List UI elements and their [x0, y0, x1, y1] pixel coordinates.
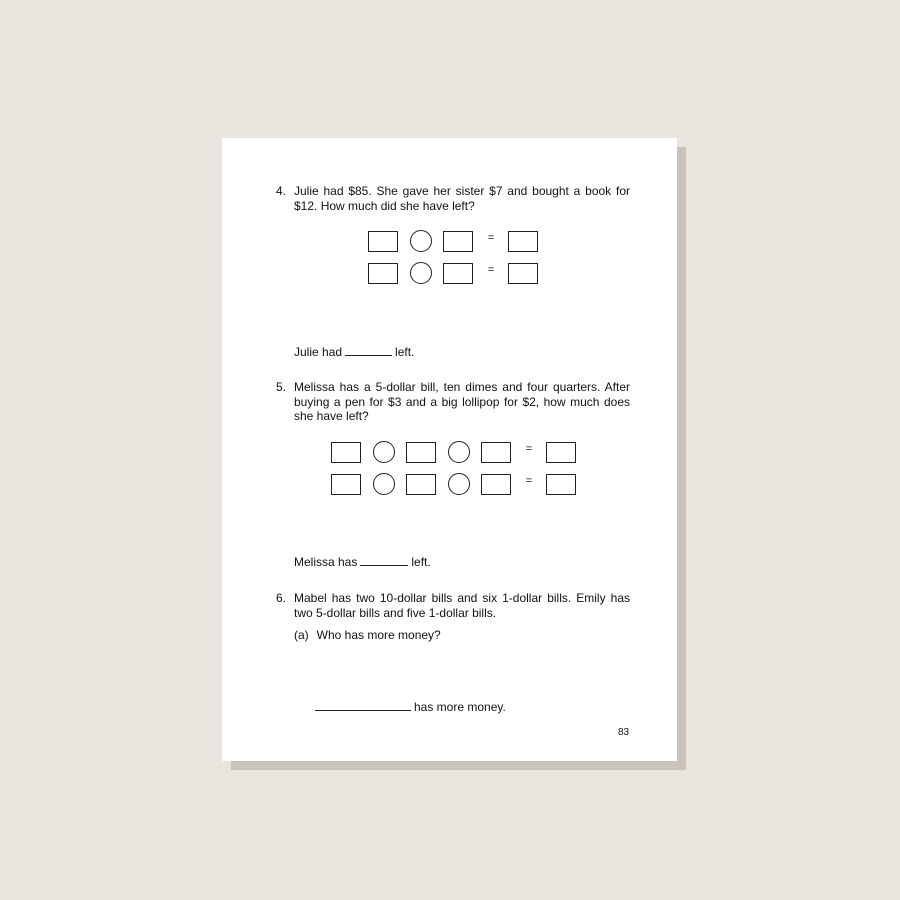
question-6-number: 6.: [276, 591, 287, 605]
q5-answer-blank[interactable]: [360, 564, 408, 566]
question-5-number: 5.: [276, 380, 287, 394]
answer-box[interactable]: [368, 231, 398, 252]
q4-answer-prefix: Julie had: [294, 345, 343, 359]
answer-box[interactable]: [331, 442, 361, 463]
question-6-text: Mabel has two 10-dollar bills and six 1-dollar bills. Emily has two 5-dollar bills and five 1-dollar bills.: [294, 591, 630, 620]
operator-circle[interactable]: [373, 441, 395, 463]
q4-answer-suffix: left.: [395, 345, 415, 359]
q6-part-a-label: (a): [294, 628, 309, 642]
question-6: [276, 591, 630, 620]
answer-box[interactable]: [331, 474, 361, 495]
q6-answer-line: [315, 700, 506, 714]
q6-answer-blank[interactable]: [315, 709, 411, 711]
q5-equation-row-2: [331, 474, 577, 495]
answer-box[interactable]: [406, 474, 436, 495]
operator-circle[interactable]: [373, 473, 395, 495]
q5-equation-row-1: [331, 442, 577, 463]
answer-box[interactable]: [508, 263, 538, 284]
operator-circle[interactable]: [410, 230, 432, 252]
q4-equation-row-2: [368, 263, 540, 284]
answer-box[interactable]: [443, 263, 473, 284]
question-5: [276, 380, 630, 424]
answer-box[interactable]: [481, 474, 511, 495]
answer-box[interactable]: [508, 231, 538, 252]
page-number: 83: [618, 727, 630, 738]
q5-answer-line: [294, 555, 431, 569]
answer-box[interactable]: [546, 442, 576, 463]
question-4-text: Julie had $85. She gave her sister $7 and bought a book for $12. How much did she have left?: [294, 184, 630, 213]
q6-part-a-text: Who has more money?: [316, 628, 441, 642]
equals-sign: =: [525, 475, 533, 487]
equals-sign: =: [525, 443, 533, 455]
question-4: [276, 184, 630, 213]
answer-box[interactable]: [546, 474, 576, 495]
q4-answer-blank[interactable]: [345, 354, 392, 356]
operator-circle[interactable]: [410, 262, 432, 284]
answer-box[interactable]: [368, 263, 398, 284]
answer-box[interactable]: [443, 231, 473, 252]
equals-sign: =: [487, 264, 495, 276]
q6-answer-suffix: has more money.: [414, 700, 506, 714]
operator-circle[interactable]: [448, 473, 470, 495]
question-5-text: Melissa has a 5-dollar bill, ten dimes and four quarters. After buying a pen for $3 and a big lollipop for $2, how much does she have left?: [294, 380, 630, 423]
operator-circle[interactable]: [448, 441, 470, 463]
worksheet-page: [222, 138, 677, 761]
q6-part-a: [294, 628, 441, 642]
q5-answer-suffix: left.: [411, 555, 431, 569]
q4-answer-line: [294, 345, 414, 359]
q5-answer-prefix: Melissa has: [294, 555, 358, 569]
answer-box[interactable]: [406, 442, 436, 463]
question-4-number: 4.: [276, 184, 287, 198]
equals-sign: =: [487, 232, 495, 244]
q4-equation-row-1: [368, 231, 540, 252]
answer-box[interactable]: [481, 442, 511, 463]
